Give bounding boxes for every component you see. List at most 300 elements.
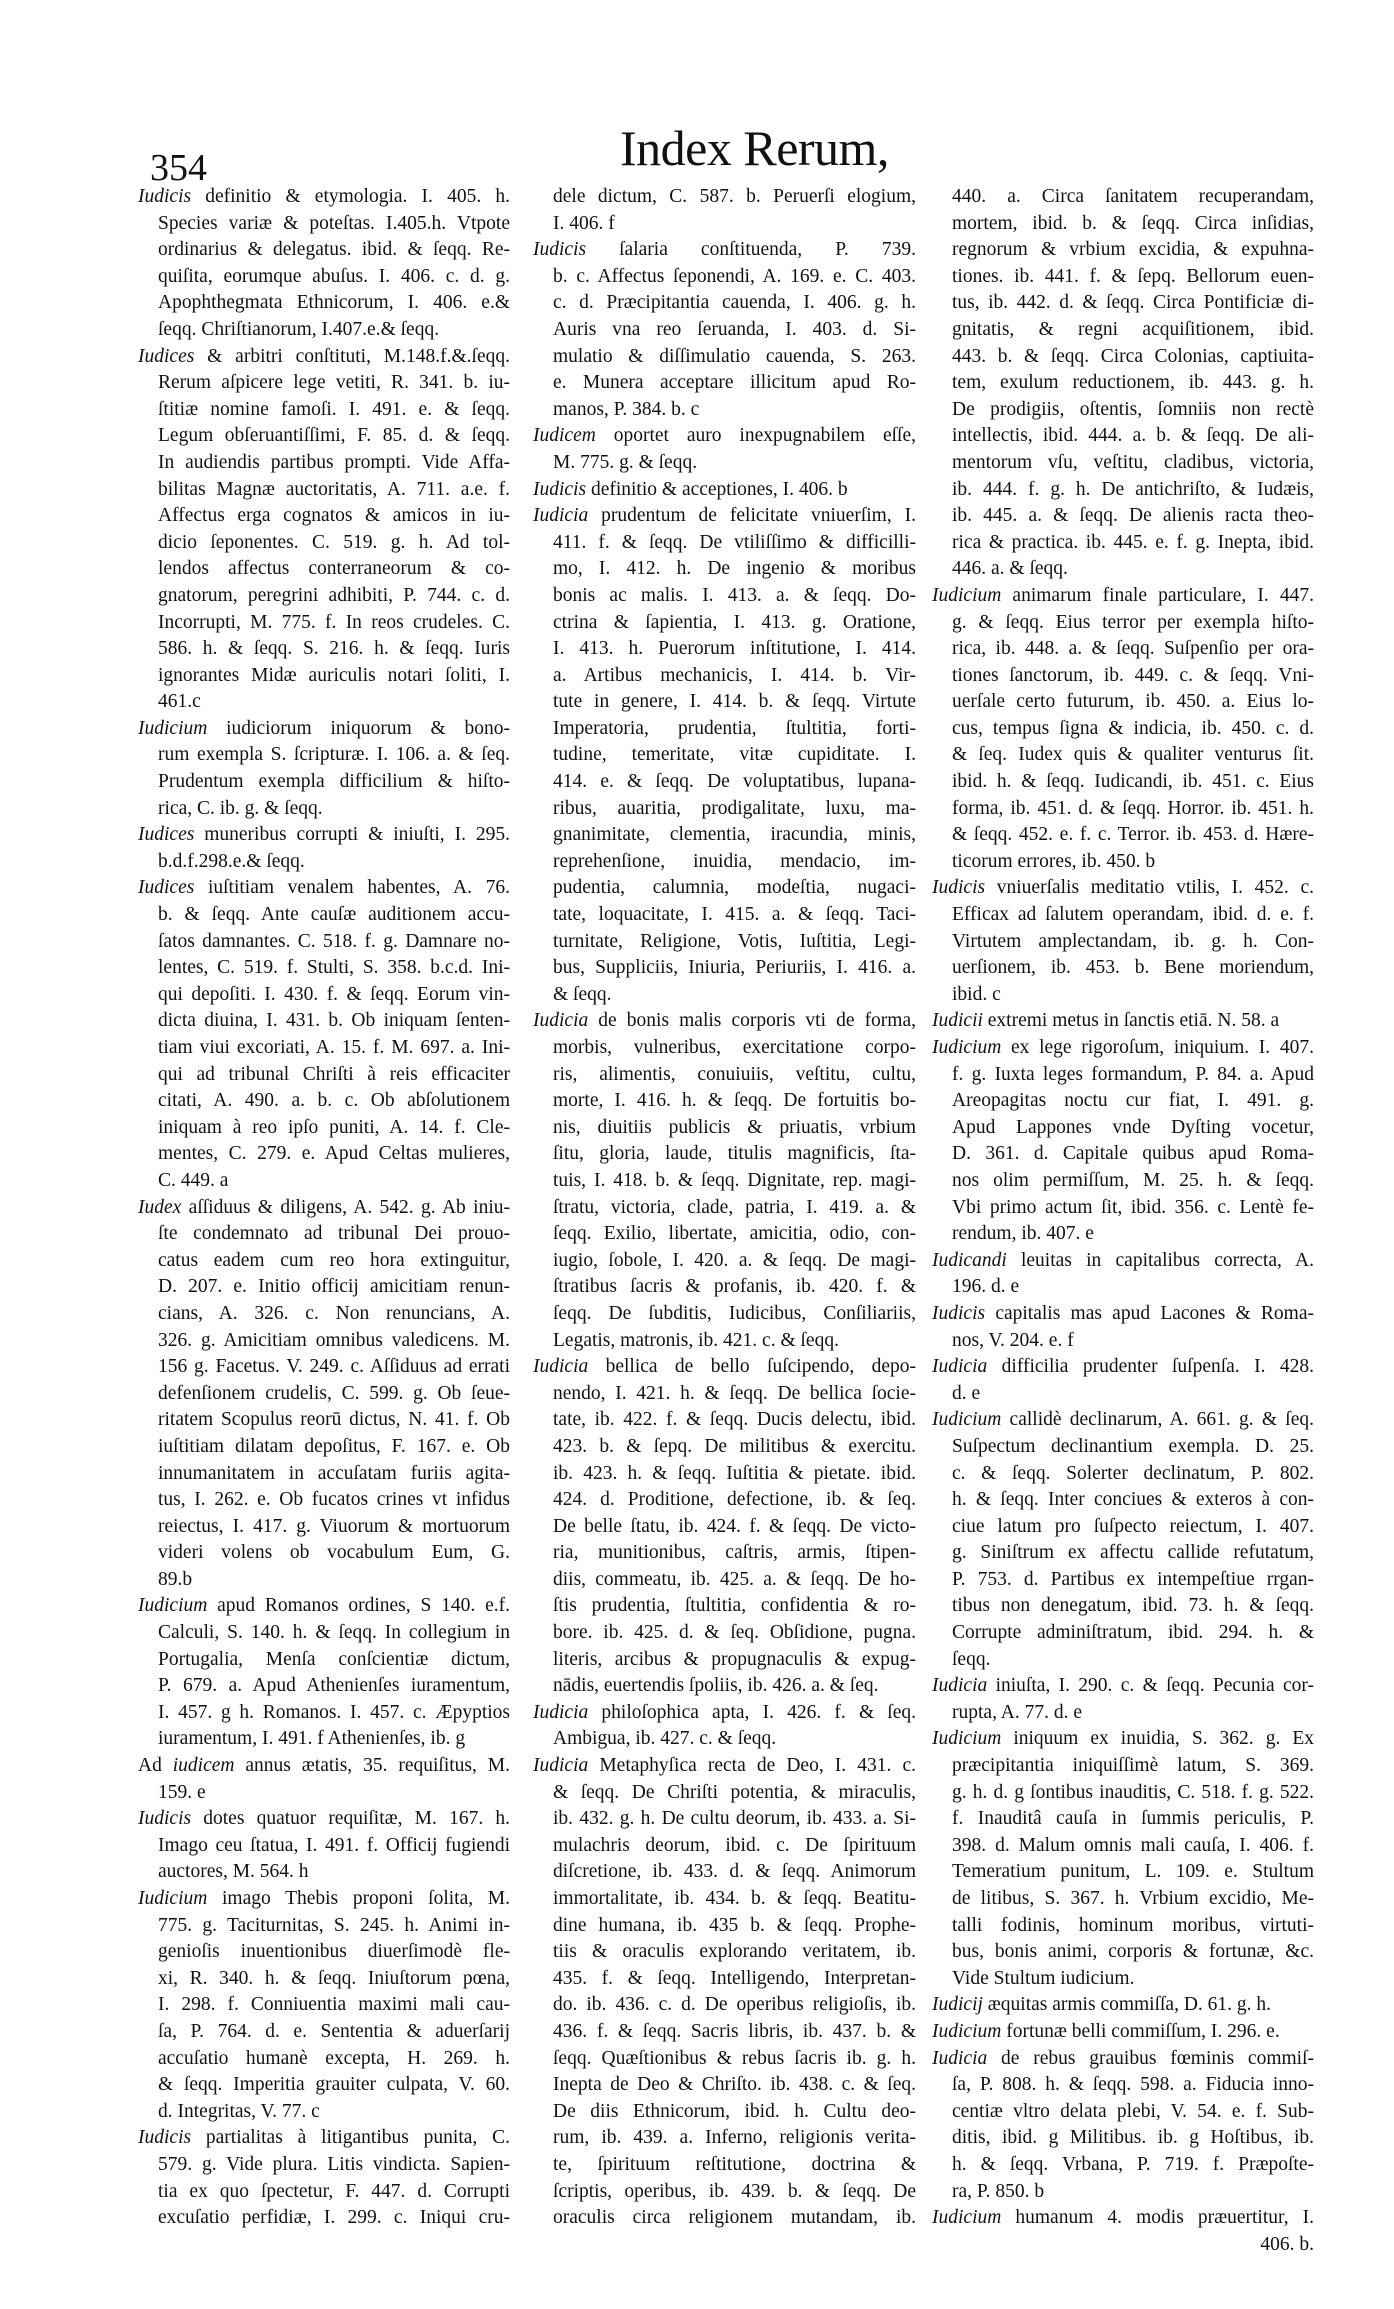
entry-text: uerſale certo futurum, ib. 450. a. Eius lo- — [952, 691, 1314, 713]
entry-text: & ſeqq. 452. e. f. c. Terror. ib. 453. d. Hære- — [952, 824, 1314, 846]
index-entry-line — [932, 1088, 1314, 1115]
index-entry-line — [533, 290, 916, 317]
entry-text: Efficax ad ſalutem operandam, ibid. d. e. f. — [952, 904, 1314, 926]
index-entry-line — [932, 902, 1314, 929]
index-entry-heading-line — [932, 583, 1314, 610]
index-entry-line — [533, 1913, 916, 1940]
entry-text: In audiendis partibus prompti. Vide Affa- — [158, 451, 510, 473]
index-entry-heading-line — [932, 1354, 1314, 1381]
entry-text: dicio ſeponentes. C. 519. g. h. Ad tol- — [158, 531, 510, 553]
index-entry-line — [932, 955, 1314, 982]
index-entry-line — [533, 875, 916, 902]
entry-text: mentorum vſu, veſtitu, cladibus, victoria, — [952, 451, 1314, 473]
entry-text: gnitatis, & regni acquiſitionem, ibid. — [952, 318, 1314, 340]
index-entry-heading-line — [533, 1700, 916, 1727]
index-entry-line — [932, 796, 1314, 823]
index-entry-line — [138, 1434, 510, 1461]
entry-text: rica & practica. ib. 445. e. f. g. Inepta, ibid. — [952, 531, 1314, 553]
index-entry-heading-line — [138, 1593, 510, 1620]
entry-text: 440. a. Circa ſanitatem recuperandam, — [952, 186, 1314, 207]
entry-text: animarum finale particulare, I. 447. — [1001, 584, 1314, 606]
index-entry-line — [138, 1700, 510, 1727]
entry-text: tiones. ib. 441. f. & ſepq. Bellorum euen- — [952, 265, 1314, 287]
index-entry-heading-line — [138, 875, 510, 902]
entry-text: do. ib. 436. c. d. De operibus religioſis, ib. — [553, 1994, 916, 2016]
index-entry-line — [932, 1567, 1314, 1594]
entry-text: ibid. h. & ſeqq. Iudicandi, ib. 451. c. Eius — [952, 771, 1314, 793]
entry-text: tus, I. 262. e. Ob fucatos crines vt infidus — [158, 1489, 510, 1511]
entry-text: catus eadem cum reo hora extinguitur, — [158, 1249, 510, 1271]
index-entry-line — [932, 2152, 1314, 2179]
index-entry-line — [533, 1939, 916, 1966]
index-entry-line — [533, 955, 916, 982]
index-entry-line — [138, 929, 510, 956]
entry-text: de bonis malis corporis vti de forma, — [588, 1010, 916, 1032]
entry-text: apud Romanos ordines, S 140. e.f. — [207, 1595, 510, 1617]
page-number: 354 — [150, 147, 207, 189]
entry-text: ſalaria conſtituenda, P. 739. — [586, 239, 916, 261]
entry-text: De belle ſtatu, ib. 424. f. & ſeqq. De victo- — [553, 1515, 916, 1537]
entry-text: bus, Suppliciis, Iniuria, Periuriis, I. 416. a. — [553, 957, 916, 979]
entry-text: Suſpectum declinantium exempla. D. 25. — [952, 1435, 1314, 1457]
entry-text: 156 g. Facetus. V. 249. c. Aſſiduus ad errati — [158, 1356, 510, 1378]
index-entry-line — [533, 849, 916, 876]
entry-text: b. c. Affectus ſeponendi, A. 169. e. C. 403. — [553, 265, 916, 287]
entry-text: auctores, M. 564. h — [158, 1861, 309, 1883]
entry-text: Rerum aſpicere lege vetiti, R. 341. b. iu- — [158, 372, 510, 394]
entry-text: reprehenſione, inuidia, mendacio, im- — [553, 850, 916, 872]
index-entry-line — [138, 1913, 510, 1940]
index-entry-heading-line — [932, 2205, 1314, 2232]
index-entry-line — [138, 689, 510, 716]
entry-keyword: Iudicis — [533, 239, 587, 261]
index-entry-line — [533, 1062, 916, 1089]
entry-text: c. & ſeqq. Solerter declinatum, P. 802. — [952, 1462, 1314, 1484]
entry-text: cians, A. 326. c. Non renuncians, A. — [158, 1302, 510, 1324]
entry-keyword: iudicem — [172, 1755, 235, 1777]
index-entry-heading-line — [932, 1992, 1314, 2019]
entry-text: innumanitatem in accuſatam furiis agita- — [158, 1462, 510, 1484]
index-entry-line — [138, 902, 510, 929]
index-entry-line — [138, 2099, 510, 2126]
entry-text: Apud Lappones vnde Dyſting vocetur, — [952, 1116, 1314, 1138]
index-entry-heading-line — [533, 1753, 916, 1780]
entry-prefix: Ad — [138, 1755, 173, 1777]
entry-text: tate, loquacitate, I. 415. a. & ſeqq. Taci- — [553, 904, 916, 926]
entry-text: Imperatoria, prudentia, ſtultitia, forti- — [553, 717, 916, 739]
index-entry-line — [932, 822, 1314, 849]
index-entry-line — [932, 1540, 1314, 1567]
index-entry-line — [533, 1567, 916, 1594]
index-entry-line — [533, 1141, 916, 1168]
index-entry-heading-line — [533, 237, 916, 264]
entry-text: Virtutem amplectandam, ib. g. h. Con- — [952, 930, 1314, 952]
entry-text: mulachris deorum, ibid. c. De ſpirituum — [553, 1834, 916, 1856]
index-entry-heading-line — [932, 1008, 1314, 1035]
entry-text: lendos affectus conterraneorum & co- — [158, 558, 510, 580]
index-entry-line — [138, 1354, 510, 1381]
entry-text: mulatio & diſſimulatio cauenda, S. 263. — [553, 345, 916, 367]
entry-text: ſtis prudentia, ſtultitia, confidentia & ro- — [553, 1595, 916, 1617]
entry-text: & ſeqq. De Chriſti potentia, & miraculis, — [553, 1781, 916, 1803]
index-entry-line — [138, 2072, 510, 2099]
entry-text: Inepta de Deo & Chriſto. ib. 438. c. & ſeq. — [553, 2074, 916, 2096]
entry-text: nendo, I. 421. h. & ſeqq. De bellica ſocie- — [553, 1382, 916, 1404]
entry-text: Apophthegmata Ethnicorum, I. 406. e.& — [158, 292, 510, 314]
index-entry-line — [138, 796, 510, 823]
index-entry-line — [533, 1035, 916, 1062]
index-entry-line — [533, 1647, 916, 1674]
entry-text: tudine, temeritate, vitæ cupiditate. I. — [553, 744, 916, 766]
index-entry-line — [138, 1620, 510, 1647]
entry-text: Legum obſeruantiſſimi, F. 85. d. & ſeqq. — [158, 425, 510, 447]
index-column-right — [932, 184, 1314, 2258]
entry-text: callidè declinarum, A. 661. g. & ſeq. — [1001, 1409, 1314, 1431]
entry-text: 89.b — [158, 1568, 193, 1590]
index-entry-line — [533, 397, 916, 424]
entry-text: genioſis inuentionibus diuerſimodè fle- — [158, 1941, 510, 1963]
index-entry-line — [533, 689, 916, 716]
entry-text: iuramentum, I. 491. f Athenienſes, ib. g — [158, 1728, 466, 1750]
index-entry-line — [932, 2232, 1314, 2259]
index-entry-heading-line — [932, 2019, 1314, 2046]
index-entry-line — [533, 1966, 916, 1993]
index-entry-line — [533, 184, 916, 211]
entry-keyword: Iudicia — [533, 1010, 589, 1032]
entry-text: rendum, ib. 407. e — [952, 1223, 1094, 1245]
index-entry-heading-line — [138, 2125, 510, 2152]
index-entry-line — [533, 1461, 916, 1488]
entry-text: ſa, P. 764. d. e. Sententia & aduerſarij — [158, 2020, 510, 2042]
index-entry-line — [533, 610, 916, 637]
entry-text: ra, P. 850. b — [952, 2180, 1045, 2202]
entry-text: ſitu, gloria, laude, titulis magnificis, ſta- — [553, 1143, 916, 1165]
entry-text: ſeqq. Quæſtionibus & rebus ſacris ib. g. h. — [553, 2047, 916, 2069]
entry-text: tem, exulum reductionem, ib. 443. g. h. — [952, 372, 1314, 394]
index-entry-heading-line — [138, 1806, 510, 1833]
index-entry-line — [932, 1168, 1314, 1195]
entry-text: talli fodinis, hominum moribus, virtuti- — [952, 1914, 1314, 1936]
entry-text: ſeqq. De ſubditis, Iudicibus, Conſiliariis, — [553, 1302, 916, 1324]
index-entry-line — [138, 317, 510, 344]
index-entry-line — [138, 2179, 510, 2206]
entry-text: ib. 444. f. g. h. De antichriſto, & Iudæis, — [952, 478, 1314, 500]
entry-text: ticorum errores, ib. 450. b — [952, 850, 1156, 872]
entry-text: prudentum de felicitate vniuerſim, I. — [588, 505, 916, 527]
index-entry-line — [533, 2019, 916, 2046]
index-entry-line — [932, 370, 1314, 397]
index-entry-line — [932, 1593, 1314, 1620]
index-entry-line — [138, 1647, 510, 1674]
index-entry-line — [138, 769, 510, 796]
entry-text: tate, ib. 422. f. & ſeqq. Ducis delectu, ibid. — [553, 1409, 916, 1431]
index-entry-line — [138, 1274, 510, 1301]
index-entry-heading-line — [932, 875, 1314, 902]
index-entry-line — [533, 716, 916, 743]
index-entry-line — [138, 397, 510, 424]
entry-text: iuſtitiam dilatam depoſitus, F. 167. e. Ob — [158, 1435, 510, 1457]
index-entry-line — [533, 982, 916, 1009]
entry-text: I. 406. f — [553, 212, 615, 234]
entry-text: 406. b. — [1260, 2233, 1314, 2255]
entry-text: iudiciorum iniquorum & bono- — [207, 717, 510, 739]
entry-text: 159. e — [158, 1781, 206, 1803]
index-entry-line — [138, 1992, 510, 2019]
entry-text: rica, C. ib. g. & ſeqq. — [158, 797, 323, 819]
entry-text: reiectus, I. 417. g. Viuorum & mortuorum — [158, 1515, 510, 1537]
index-entry-line — [932, 1461, 1314, 1488]
entry-keyword: Iudicium — [932, 584, 1002, 606]
entry-keyword: Iudicis — [138, 186, 192, 207]
index-entry-line — [138, 1487, 510, 1514]
entry-text: videri volens ob vocabulum Eum, G. — [158, 1542, 510, 1564]
index-entry-line — [932, 1859, 1314, 1886]
entry-text: 423. b. & ſepq. De militibus & exercitu. — [553, 1435, 916, 1457]
entry-text: D. 207. e. Initio officij amicitiam renun- — [158, 1276, 510, 1298]
entry-text: bus, bonis animi, corporis & fortunæ, &c. — [952, 1941, 1314, 1963]
index-entry-line — [533, 929, 916, 956]
entry-text: Vide Stultum iudicium. — [952, 1967, 1135, 1989]
index-entry-line — [932, 530, 1314, 557]
entry-text: Calculi, S. 140. h. & ſeqq. In collegium in — [158, 1622, 510, 1644]
entry-text: qui ad tribunal Chriſti à reis efficaciter — [158, 1063, 510, 1085]
entry-text: mo, I. 412. h. De ingenio & moribus — [553, 558, 916, 580]
entry-text: oportet auro inexpugnabilem eſſe, — [595, 425, 916, 447]
index-entry-heading-line — [138, 184, 510, 211]
index-entry-line — [533, 1992, 916, 2019]
index-entry-line — [533, 1806, 916, 1833]
entry-text: literis, arcibus & propugnaculis & expug- — [553, 1648, 916, 1670]
entry-text: 775. g. Taciturnitas, S. 245. h. Animi in- — [158, 1914, 510, 1936]
entry-text: Vbi primo actum ſit, ibid. 356. c. Lentè fe- — [952, 1196, 1314, 1218]
entry-text: D. 361. d. Capitale quibus apud Roma- — [952, 1143, 1314, 1165]
index-entry-line — [138, 2152, 510, 2179]
index-entry-line — [932, 1115, 1314, 1142]
entry-text: rum, ib. 439. a. Inferno, religionis verita- — [553, 2127, 916, 2149]
entry-text: Ambigua, ib. 427. c. & ſeqq. — [553, 1728, 777, 1750]
entry-text: cus, tempus ſigna & indicia, ib. 450. c. d. — [952, 717, 1314, 739]
index-entry-line — [138, 1673, 510, 1700]
index-entry-line — [533, 2125, 916, 2152]
entry-text: morbis, vulneribus, exercitatione corpo- — [553, 1037, 916, 1058]
index-entry-line — [533, 1673, 916, 1700]
entry-text: ſcriptis, operibus, ib. 439. b. & ſeqq. De — [553, 2180, 916, 2202]
index-entry-line — [138, 1567, 510, 1594]
entry-keyword: Iudicandi — [932, 1249, 1007, 1271]
entry-text: tia ex quo ſpectetur, F. 447. d. Corrupti — [158, 2180, 510, 2202]
entry-text: & ſeqq. — [553, 983, 612, 1005]
entry-text: nis, diuitiis publicis & priuatis, vrbium — [553, 1116, 916, 1138]
index-entry-line — [932, 2125, 1314, 2152]
index-entry-line — [932, 1274, 1314, 1301]
entry-text: dele dictum, C. 587. b. Peruerſi elogium, — [553, 186, 916, 207]
entry-text: tus, ib. 442. d. & ſeqq. Circa Pontificiæ di- — [952, 292, 1314, 314]
entry-text: de rebus grauibus fœminis commiſ- — [987, 2047, 1314, 2069]
entry-text: citati, A. 490. a. b. c. Ob abſolutionem — [158, 1090, 510, 1112]
entry-text: Corrupte adminiſtratum, ibid. 294. h. & — [952, 1622, 1314, 1644]
index-entry-line — [138, 849, 510, 876]
index-entry-line — [138, 1221, 510, 1248]
entry-text: I. 457. g h. Romanos. I. 457. c. Æpyptios — [158, 1701, 510, 1723]
entry-text: b.d.f.298.e.& ſeqq. — [158, 850, 305, 872]
entry-text: 436. f. & ſeqq. Sacris libris, ib. 437. b. & — [553, 2020, 916, 2042]
entry-text: 579. g. Vide plura. Litis vindicta. Sapien- — [158, 2153, 510, 2175]
index-entry-line — [138, 1035, 510, 1062]
entry-keyword: Iudicis — [138, 2127, 192, 2149]
index-entry-line — [138, 1141, 510, 1168]
index-entry-line — [138, 1514, 510, 1541]
index-entry-line — [138, 1008, 510, 1035]
index-entry-line — [932, 1487, 1314, 1514]
index-entry-line — [932, 929, 1314, 956]
index-entry-line — [533, 1859, 916, 1886]
entry-text: immortalitate, ib. 434. b. & ſeqq. Beatitu- — [553, 1888, 916, 1909]
index-entry-line — [138, 1301, 510, 1328]
entry-text: dine humana, ib. 435 b. & ſeqq. Prophe- — [553, 1914, 916, 1936]
entry-text: ib. 432. g. h. De cultu deorum, ib. 433. a. Si- — [553, 1808, 916, 1830]
index-entry-line — [932, 2179, 1314, 2206]
entry-text: muneribus corrupti & iniuſti, I. 295. — [194, 824, 510, 846]
entry-keyword: Iudicem — [533, 425, 596, 447]
index-entry-line — [932, 982, 1314, 1009]
entry-text: ctrina & ſapientia, I. 413. g. Oratione, — [553, 611, 916, 633]
entry-text: tiis & oraculis explorando veritatem, ib. — [553, 1941, 916, 1963]
entry-keyword: Iudicium — [932, 2207, 1002, 2229]
index-entry-heading-line — [533, 477, 916, 504]
entry-text: ſeqq. Chriſtianorum, I.407.e.& ſeqq. — [158, 318, 440, 340]
entry-text: ribus, auaritia, prodigalitate, luxu, ma- — [553, 797, 916, 819]
index-entry-heading-line — [533, 503, 916, 530]
index-entry-heading-line — [138, 822, 510, 849]
entry-keyword: Iudicis — [932, 877, 986, 899]
entry-text: ſa, P. 808. h. & ſeqq. 598. a. Fiducia inno- — [952, 2074, 1314, 2096]
entry-text: ſtitiæ nomine famoſi. I. 491. e. & ſeqq. — [158, 398, 510, 420]
entry-text: leuitas in capitalibus correcta, A. — [1006, 1249, 1314, 1271]
index-entry-line — [138, 1407, 510, 1434]
entry-text: annus ætatis, 35. requiſitus, M. — [234, 1755, 510, 1777]
index-entry-line — [138, 982, 510, 1009]
index-entry-line — [932, 423, 1314, 450]
entry-text: extremi metus in ſanctis etiā. N. 58. a — [982, 1010, 1280, 1032]
entry-text: bellica de bello ſuſcipendo, depo- — [588, 1356, 916, 1378]
index-entry-heading-line — [932, 1301, 1314, 1328]
index-entry-heading-line — [138, 344, 510, 371]
index-entry-line — [533, 2205, 916, 2232]
entry-text: rupta, A. 77. d. e — [952, 1701, 1082, 1723]
entry-text: philoſophica apta, I. 426. f. & ſeq. — [588, 1701, 916, 1723]
entry-text: ib. 423. h. & ſeqq. Iuſtitia & pietate. ibid. — [553, 1462, 916, 1484]
entry-text: De prodigiis, oſtentis, ſomniis non rectè — [952, 398, 1314, 420]
index-entry-line — [932, 1195, 1314, 1222]
entry-text: definitio & acceptiones, I. 406. b — [586, 478, 848, 500]
index-entry-line — [932, 237, 1314, 264]
entry-keyword: Iudicium — [932, 2020, 1002, 2042]
index-entry-line — [932, 1620, 1314, 1647]
entry-keyword: Iudicium — [932, 1728, 1002, 1750]
entry-text: Temeratium punitum, L. 109. e. Stultum — [952, 1861, 1314, 1883]
entry-text: P. 679. a. Apud Athenienſes iuramentum, — [158, 1675, 510, 1697]
entry-text: qui depoſiti. I. 430. f. & ſeqq. Eorum vin- — [158, 983, 510, 1005]
entry-text: ria, munitionibus, caſtris, armis, ſtipen- — [553, 1542, 916, 1564]
entry-text: nos, V. 204. e. f — [952, 1329, 1074, 1351]
index-entry-line — [932, 556, 1314, 583]
index-entry-line — [533, 1301, 916, 1328]
entry-text: ritatem Scopulus reorū dictus, N. 41. f. Ob — [158, 1409, 510, 1431]
entry-text: tiam viui excoriati, A. 15. f. M. 697. a. Ini- — [158, 1037, 510, 1058]
entry-text: æquitas armis commiſſa, D. 61. g. h. — [982, 1994, 1272, 2016]
index-entry-line — [932, 1328, 1314, 1355]
running-title: Index Rerum, — [620, 120, 889, 176]
entry-keyword: Iudicia — [533, 1701, 589, 1723]
entry-text: rum exempla S. ſcripturæ. I. 106. a. & ſeq. — [158, 744, 510, 766]
entry-text: c. d. Præcipitantia cauenda, I. 406. g. h. — [553, 292, 916, 314]
index-entry-line — [932, 1514, 1314, 1541]
index-entry-line — [533, 344, 916, 371]
index-entry-line — [932, 1966, 1314, 1993]
entry-text: b. & ſeqq. Ante cauſæ auditionem accu- — [158, 904, 510, 926]
entry-keyword: Iudicis — [932, 1302, 986, 1324]
index-entry-line — [932, 1141, 1314, 1168]
entry-text: forma, ib. 451. d. & ſeqq. Horror. ib. 451. h. — [952, 797, 1314, 819]
index-entry-line — [138, 1540, 510, 1567]
index-entry-line — [138, 264, 510, 291]
entry-text: ſtratibus ſacris & profanis, ib. 420. f. & — [553, 1276, 916, 1298]
index-entry-line — [138, 450, 510, 477]
index-entry-line — [138, 610, 510, 637]
entry-text: bore. ib. 425. d. & ſeq. Obſidione, pugna. — [553, 1622, 916, 1644]
entry-text: tibus non denegatum, ibid. 73. h. & ſeqq. — [952, 1595, 1314, 1617]
index-entry-heading-line — [138, 1886, 510, 1913]
entry-text: ris, alimentis, conuiuiis, veſtitu, cultu, — [553, 1063, 916, 1085]
entry-text: ciue latum pro ſuſpecto reiectum, I. 407. — [952, 1515, 1314, 1537]
index-entry-line — [533, 583, 916, 610]
index-entry-line — [932, 2099, 1314, 2126]
entry-text: h. & ſeqq. Vrbana, P. 719. f. Præpoſte- — [952, 2153, 1314, 2175]
index-entry-line — [932, 1780, 1314, 1807]
index-entry-line — [533, 1088, 916, 1115]
entry-text: Auris vna reo ſeruanda, I. 403. d. Si- — [553, 318, 916, 340]
index-entry-line — [533, 742, 916, 769]
entry-text: diis, commeatu, ib. 425. a. & ſeqq. De ho- — [553, 1568, 916, 1590]
entry-text: & ſeq. Iudex quis & qualiter venturus ſit. — [952, 744, 1314, 766]
entry-text: turnitate, Religione, Votis, Iuſtitia, Legi- — [553, 930, 916, 952]
entry-text: iniquam à reo ipſo puniti, A. 14. f. Cle- — [158, 1116, 510, 1138]
entry-text: centiæ vltro delata plebi, V. 54. e. f. Sub- — [952, 2100, 1314, 2122]
index-entry-heading-line — [138, 1195, 510, 1222]
index-entry-line — [138, 530, 510, 557]
index-entry-line — [138, 1381, 510, 1408]
entry-keyword: Iudicia — [932, 1356, 988, 1378]
index-entry-line — [138, 2019, 510, 2046]
entry-text: P. 753. d. Partibus ex intempeſtiue rrgan- — [952, 1568, 1314, 1590]
index-entry-line — [932, 849, 1314, 876]
entry-text: defenſionem crudelis, C. 599. g. Ob ſeue- — [158, 1382, 510, 1404]
index-entry-line — [932, 317, 1314, 344]
index-entry-line — [533, 264, 916, 291]
index-entry-line — [138, 1966, 510, 1993]
index-entry-line — [533, 636, 916, 663]
entry-keyword: Iudicium — [932, 1037, 1002, 1058]
entry-text: gnatorum, peregrini adhibiti, P. 744. c. d. — [158, 584, 510, 606]
index-entry-line — [533, 2179, 916, 2206]
index-entry-line — [138, 290, 510, 317]
entry-text: dotes quatuor requiſitæ, M. 167. h. — [191, 1808, 510, 1830]
entry-text: Imago ceu ſtatua, I. 491. f. Officij fugiendi — [158, 1834, 510, 1856]
entry-text: d. Integritas, V. 77. c — [158, 2100, 320, 2122]
entry-text: nos olim permiſſum, M. 25. h. & ſeqq. — [952, 1169, 1314, 1191]
index-entry-line — [533, 1726, 916, 1753]
entry-keyword: Iudices — [138, 877, 195, 899]
